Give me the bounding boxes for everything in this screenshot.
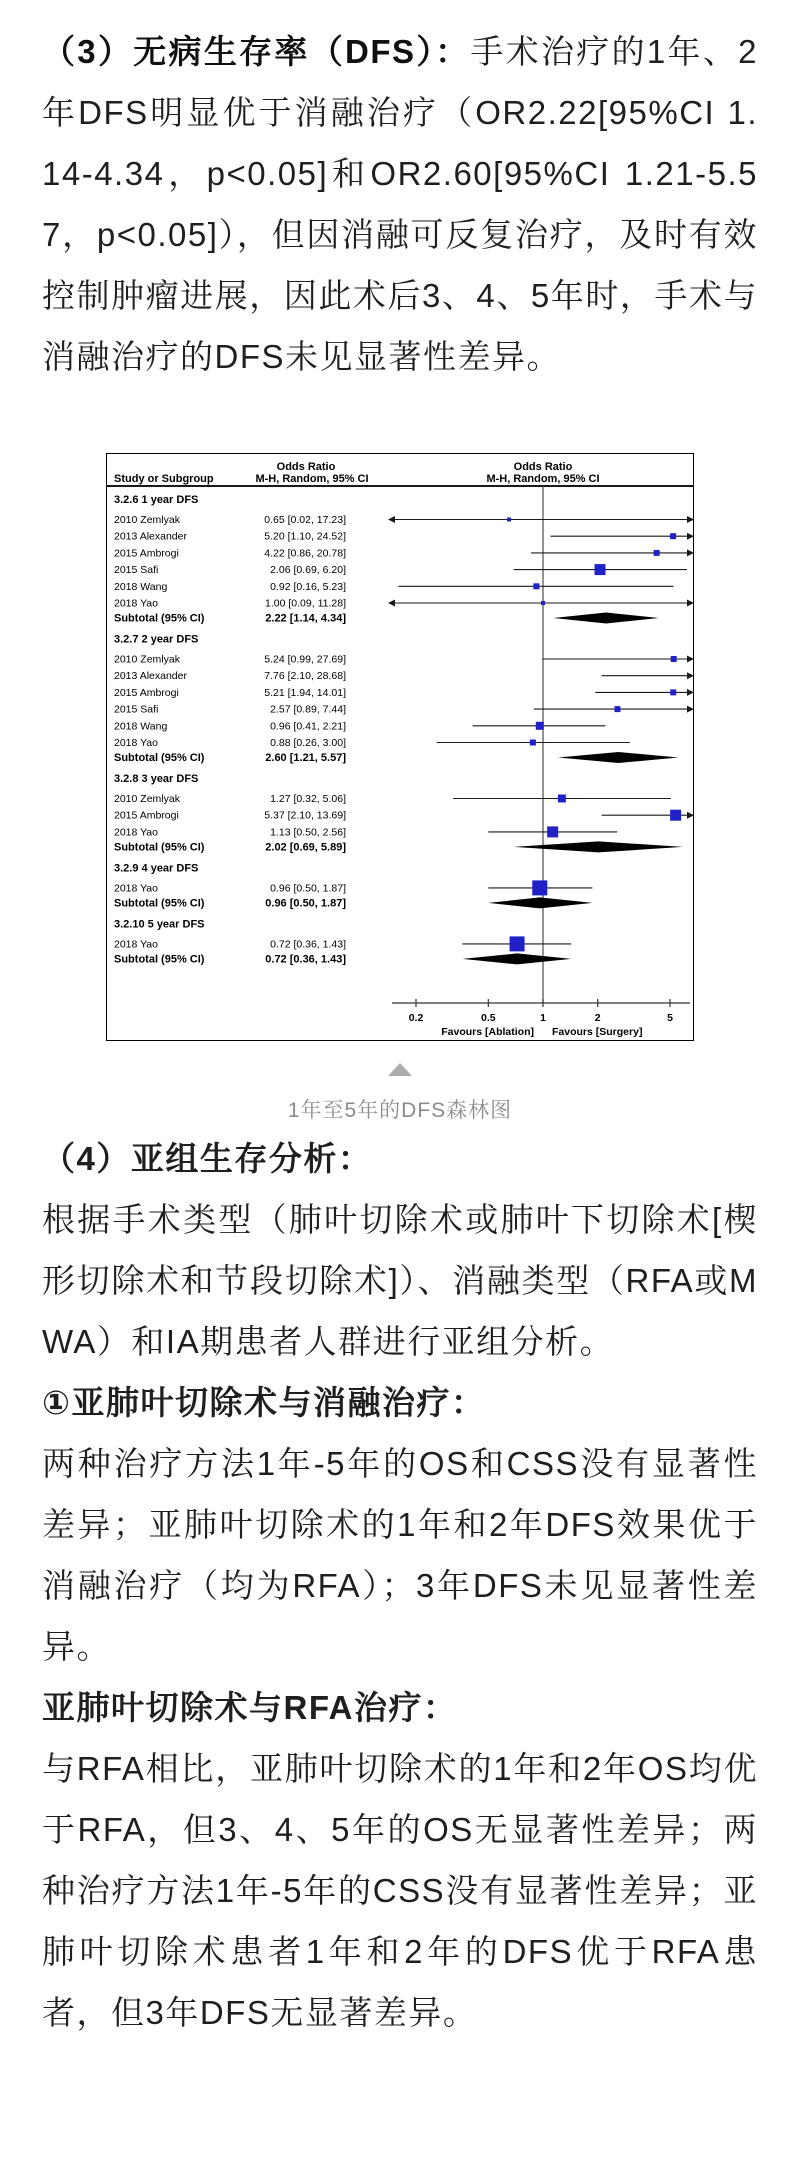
x-axis-tick-label: 1 — [540, 1012, 546, 1024]
paragraph-dfs-text: 手术治疗的1年、2年DFS明显优于消融治疗（OR2.22[95%CI 1.14-4.34，p<0.05]和OR2.60[95%CI 1.21-5.57，p<0.05]），但因消融可反复治疗，及时有效控制肿瘤进展，因此术后3、4、5年时，手术与消融治疗的DFS未见显著性差异。 — [42, 33, 758, 375]
ci-arrow — [687, 706, 694, 713]
subtotal-diamond — [488, 897, 592, 908]
study-name: 2015 Ambrogi — [114, 809, 179, 822]
group-title: 3.2.7 2 year DFS — [114, 633, 199, 646]
study-name: 2018 Yao — [114, 882, 158, 895]
subtotal-ci-value: 0.72 [0.36, 1.43] — [265, 953, 346, 966]
paragraph-dfs-lead: （3）无病生存率（DFS）： — [42, 33, 471, 70]
group-title: 3.2.6 1 year DFS — [114, 494, 199, 506]
heading-subgroup-analysis: （4）亚组生存分析： — [42, 1140, 373, 1177]
study-ci-value: 0.96 [0.50, 1.87] — [270, 882, 346, 895]
study-name: 2018 Yao — [114, 597, 158, 610]
or-marker — [532, 880, 547, 895]
x-axis-tick-label: 0.5 — [480, 1012, 496, 1024]
study-name: 2015 Safi — [114, 564, 159, 577]
subtotal-ci-value: 0.96 [0.50, 1.87] — [265, 897, 346, 910]
group-title: 3.2.10 5 year DFS — [114, 918, 205, 931]
or-marker — [530, 740, 536, 746]
study-name: 2015 Ambrogi — [114, 686, 179, 699]
study-ci-value: 7.76 [2.10, 28.68] — [264, 670, 346, 683]
or-marker — [654, 550, 660, 556]
study-ci-value: 0.92 [0.16, 5.23] — [270, 580, 346, 593]
study-ci-value: 1.13 [0.50, 2.56] — [270, 826, 346, 839]
forest-plot-figure[interactable] — [106, 453, 694, 1041]
study-name: 2010 Zemlyak — [114, 793, 180, 805]
subtotal-diamond — [558, 752, 678, 763]
study-name: 2018 Yao — [114, 737, 158, 749]
study-name: 2015 Ambrogi — [114, 547, 179, 560]
study-name: 2018 Yao — [114, 938, 158, 951]
or-marker — [671, 656, 677, 662]
study-ci-value: 0.72 [0.36, 1.43] — [270, 938, 346, 951]
or-method-header: M-H, Random, 95% CI — [255, 473, 369, 485]
study-name: 2010 Zemlyak — [114, 653, 180, 666]
ci-arrow — [687, 549, 694, 556]
study-ci-value: 5.37 [2.10, 13.69] — [264, 809, 346, 822]
study-name: 2013 Alexander — [114, 530, 187, 543]
plot-column-header: Odds Ratio — [513, 461, 573, 473]
caption-triangle-icon — [388, 1063, 412, 1076]
or-marker — [547, 826, 558, 837]
group-title: 3.2.8 3 year DFS — [114, 773, 199, 785]
study-name: 2013 Alexander — [114, 670, 187, 683]
ci-arrow — [687, 672, 694, 679]
study-ci-value: 0.96 [0.41, 2.21] — [270, 720, 346, 733]
study-name: 2018 Wang — [114, 580, 168, 593]
study-ci-value: 2.06 [0.69, 6.20] — [270, 564, 346, 577]
paragraph-dfs-result — [42, 21, 758, 387]
ci-arrow — [687, 533, 694, 540]
subtotal-label: Subtotal (95% CI) — [114, 841, 205, 854]
study-column-header: Study or Subgroup — [114, 473, 214, 485]
ci-arrow — [687, 812, 694, 819]
favours-surgery-label: Favours [Surgery] — [552, 1026, 643, 1038]
or-marker — [614, 706, 620, 712]
or-marker — [510, 936, 525, 951]
heading-sublobar-vs-rfa: 亚肺叶切除术与RFA治疗： — [42, 1689, 458, 1726]
or-marker — [541, 601, 545, 605]
study-name: 2010 Zemlyak — [114, 514, 180, 526]
ci-arrow — [687, 656, 694, 663]
study-ci-value: 1.00 [0.09, 11.28] — [265, 597, 346, 610]
subtotal-ci-value: 2.60 [1.21, 5.57] — [265, 752, 346, 764]
paragraph-subgroup-method: 根据手术类型（肺叶切除术或肺叶下切除术[楔形切除术和节段切除术]）、消融类型（RFA或MWA）和IA期患者人群进行亚组分析。 — [42, 1201, 758, 1360]
study-ci-value: 0.88 [0.26, 3.00] — [270, 737, 346, 749]
subtotal-diamond — [514, 841, 683, 852]
ci-arrow — [388, 600, 395, 607]
forest-plot-svg — [106, 453, 694, 1041]
ci-arrow — [687, 600, 694, 607]
x-axis-tick-label: 5 — [667, 1012, 673, 1024]
study-ci-value: 5.20 [1.10, 24.52] — [264, 530, 346, 543]
study-name: 2015 Safi — [114, 703, 159, 716]
subtotal-label: Subtotal (95% CI) — [114, 897, 205, 910]
ci-arrow — [687, 689, 694, 696]
subtotal-diamond — [462, 953, 571, 964]
or-marker — [670, 810, 681, 821]
study-ci-value: 1.27 [0.32, 5.06] — [270, 793, 346, 805]
or-marker — [533, 583, 539, 589]
ci-arrow — [388, 516, 395, 523]
plot-method-header: M-H, Random, 95% CI — [486, 473, 600, 485]
study-ci-value: 5.24 [0.99, 27.69] — [264, 653, 346, 666]
group-title: 3.2.9 4 year DFS — [114, 862, 199, 875]
favours-ablation-label: Favours [Ablation] — [441, 1026, 534, 1038]
study-ci-value: 5.21 [1.94, 14.01] — [264, 686, 346, 699]
subtotal-ci-value: 2.02 [0.69, 5.89] — [265, 841, 346, 854]
study-ci-value: 2.57 [0.89, 7.44] — [270, 703, 346, 716]
or-marker — [670, 533, 676, 539]
subtotal-label: Subtotal (95% CI) — [114, 612, 205, 625]
study-name: 2018 Yao — [114, 826, 158, 839]
ci-arrow — [687, 516, 694, 523]
study-name: 2018 Wang — [114, 720, 168, 733]
or-marker — [670, 689, 676, 695]
study-ci-value: 4.22 [0.86, 20.78] — [264, 547, 346, 560]
subtotal-label: Subtotal (95% CI) — [114, 953, 205, 966]
subtotal-label: Subtotal (95% CI) — [114, 752, 205, 764]
paragraph-sublobar-vs-rfa: 与RFA相比，亚肺叶切除术的1年和2年OS均优于RFA，但3、4、5年的OS无显著性差异；两种治疗方法1年-5年的CSS没有显著性差异；亚肺叶切除术患者1年和2年的DFS优于RFA患者，但3年DFS无显著差异。 — [42, 1750, 758, 2031]
or-marker — [558, 795, 566, 803]
or-marker — [595, 564, 606, 575]
paragraph-sublobar-vs-ablation: 两种治疗方法1年-5年的OS和CSS没有显著性差异；亚肺叶切除术的1年和2年DFS效果优于消融治疗（均为RFA）；3年DFS未见显著性差异。 — [42, 1445, 758, 1665]
figure-caption: 1年至5年的DFS森林图 — [287, 1099, 513, 1122]
or-marker — [507, 518, 511, 522]
subtotal-diamond — [553, 613, 658, 624]
study-ci-value: 0.65 [0.02, 17.23] — [264, 514, 346, 526]
or-column-header: Odds Ratio — [276, 461, 336, 473]
subtotal-ci-value: 2.22 [1.14, 4.34] — [265, 612, 346, 625]
or-marker — [536, 722, 544, 730]
x-axis-tick-label: 2 — [594, 1012, 601, 1024]
x-axis-tick-label: 0.2 — [408, 1012, 424, 1024]
heading-sublobar-vs-ablation: ①亚肺叶切除术与消融治疗： — [42, 1384, 486, 1421]
